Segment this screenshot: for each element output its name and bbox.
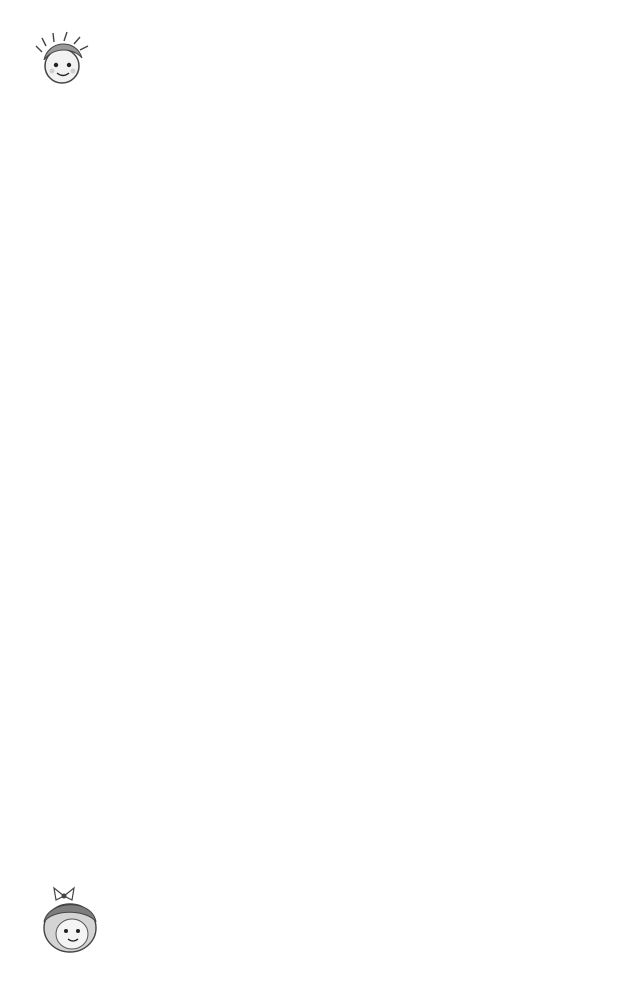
girl-face-with-bow-icon <box>44 888 96 952</box>
girl-face-icon <box>36 32 88 83</box>
